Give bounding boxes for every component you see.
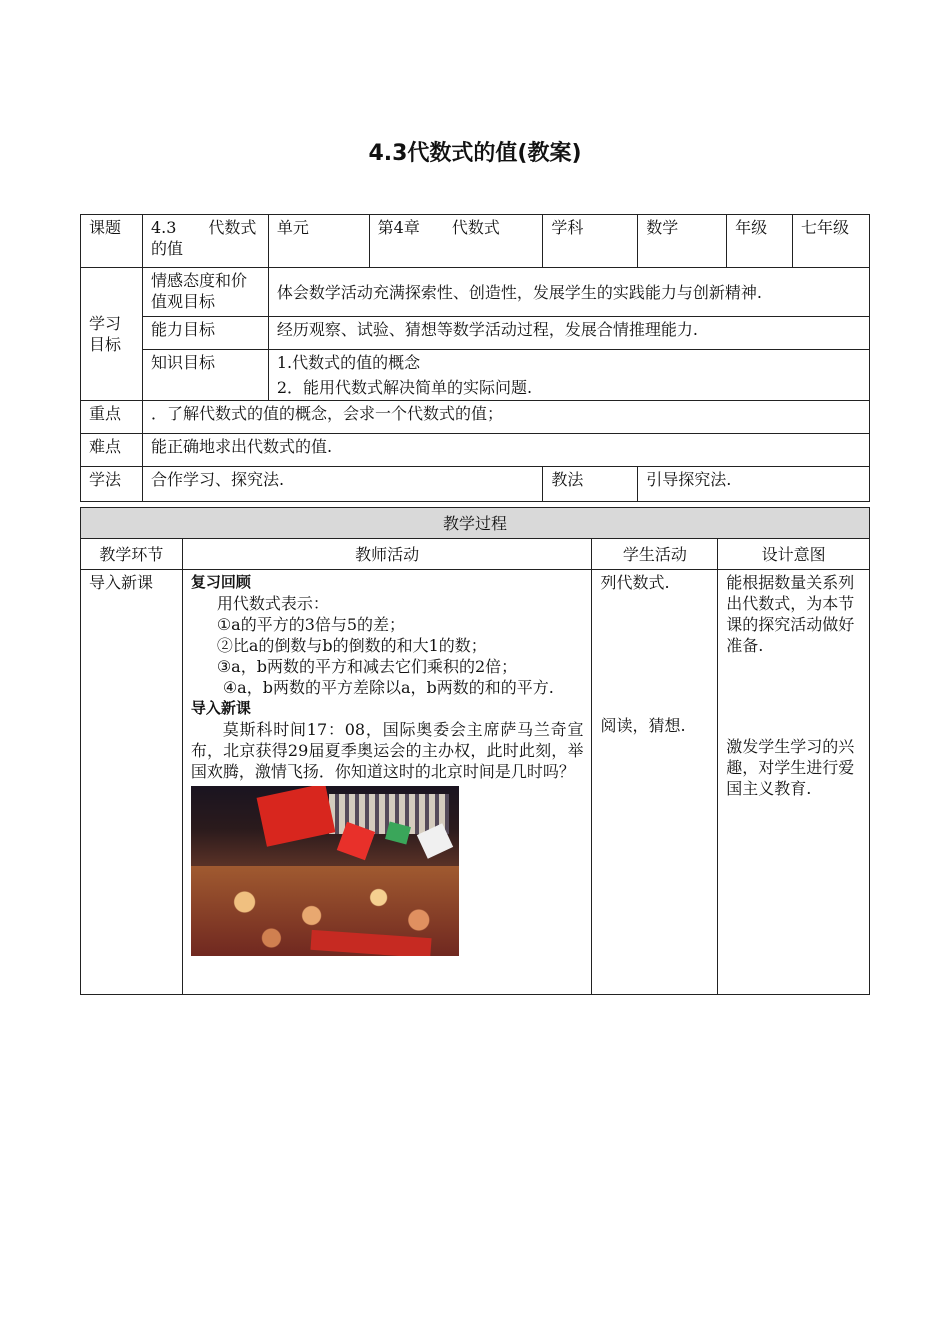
col-intent: 设计意图 [718,539,870,570]
photo-red-flag [256,786,335,847]
goals-label: 学习目标 [81,268,143,401]
topic-value: 4.3 代数式的值 [142,215,268,268]
goal-name-2: 能力目标 [142,317,268,350]
process-header-row [81,508,870,539]
page-title: 4.3代数式的值(教案) [368,141,582,166]
unit-value: 第4章 代数式 [369,215,543,268]
teacher-activity-cell [182,570,592,995]
subject-label: 学科 [543,215,638,268]
study-method-label: 学法 [81,467,143,502]
process-table [80,507,870,995]
goal-text-3-line-1: 1.代数式的值的概念 [276,353,421,372]
student-activity-2: 阅读，猜想. [600,716,686,735]
grade-label: 年级 [727,215,793,268]
col-student: 学生活动 [592,539,718,570]
teach-method-label: 教法 [543,467,638,502]
review-item-4: ④a，b两数的平方差除以a，b两数的和的平方. [222,678,554,697]
teach-method-value: 引导探究法. [638,467,870,502]
goal-text-2: 经历观察、试验、猜想等数学活动过程，发展合情推理能力. [268,317,869,350]
header-row [81,215,870,268]
goal-text-3-line-2: 2．能用代数式解决简单的实际问题. [276,378,533,397]
key-point-row [81,401,870,434]
review-item-1: ①a的平方的3倍与5的差； [216,615,406,634]
difficulty-text: 能正确地求出代数式的值. [142,434,869,467]
topic-label: 课题 [81,215,143,268]
goal-row-3 [81,350,870,401]
process-intro-row [81,570,870,995]
review-item-3: ③a，b两数的平方和减去它们乘积的2倍； [216,657,518,676]
review-title: 复习回顾 [190,573,251,591]
process-header: 教学过程 [81,508,870,539]
difficulty-label: 难点 [81,434,143,467]
design-intent-cell [718,570,870,995]
col-stage: 教学环节 [81,539,183,570]
lesson-info-table [80,214,870,502]
intro-text: 莫斯科时间17：08，国际奥委会主席萨马兰奇宣布，北京获得29届夏季奥运会的主办权，此时此刻，举国欢腾，激情飞扬．你知道这时的北京时间是几时吗？ [190,720,584,781]
goal-row-2 [81,317,870,350]
goal-row-1 [81,268,870,317]
student-activity-1: 列代数式. [600,573,670,592]
design-intent-1: 能根据数量关系列出代数式，为本节课的探究活动做好准备. [726,573,855,655]
col-teacher: 教师活动 [182,539,592,570]
study-method-value: 合作学习、探究法. [142,467,542,502]
review-item-2: ②比a的倒数与b的倒数的和大1的数； [216,636,487,655]
design-intent-2: 激发学生学习的兴趣，对学生进行爱国主义教育. [726,737,855,798]
difficulty-row [81,434,870,467]
student-activity-cell [592,570,718,995]
goal-name-1: 情感态度和价值观目标 [142,268,268,317]
grade-value: 七年级 [793,215,870,268]
unit-label: 单元 [268,215,369,268]
review-intro: 用代数式表示： [216,594,329,613]
goal-text-3 [268,350,869,401]
methods-row [81,467,870,502]
goal-name-3: 知识目标 [142,350,268,401]
intro-title: 导入新课 [190,699,251,717]
key-point-text: ．了解代数式的值的概念，会求一个代数式的值； [142,401,869,434]
process-columns-row [81,539,870,570]
goal-text-1: 体会数学活动充满探索性、创造性，发展学生的实践能力与创新精神. [268,268,869,317]
subject-value: 数学 [638,215,727,268]
stage-cell: 导入新课 [81,570,183,995]
olympic-celebration-photo [191,786,459,956]
key-point-label: 重点 [81,401,143,434]
